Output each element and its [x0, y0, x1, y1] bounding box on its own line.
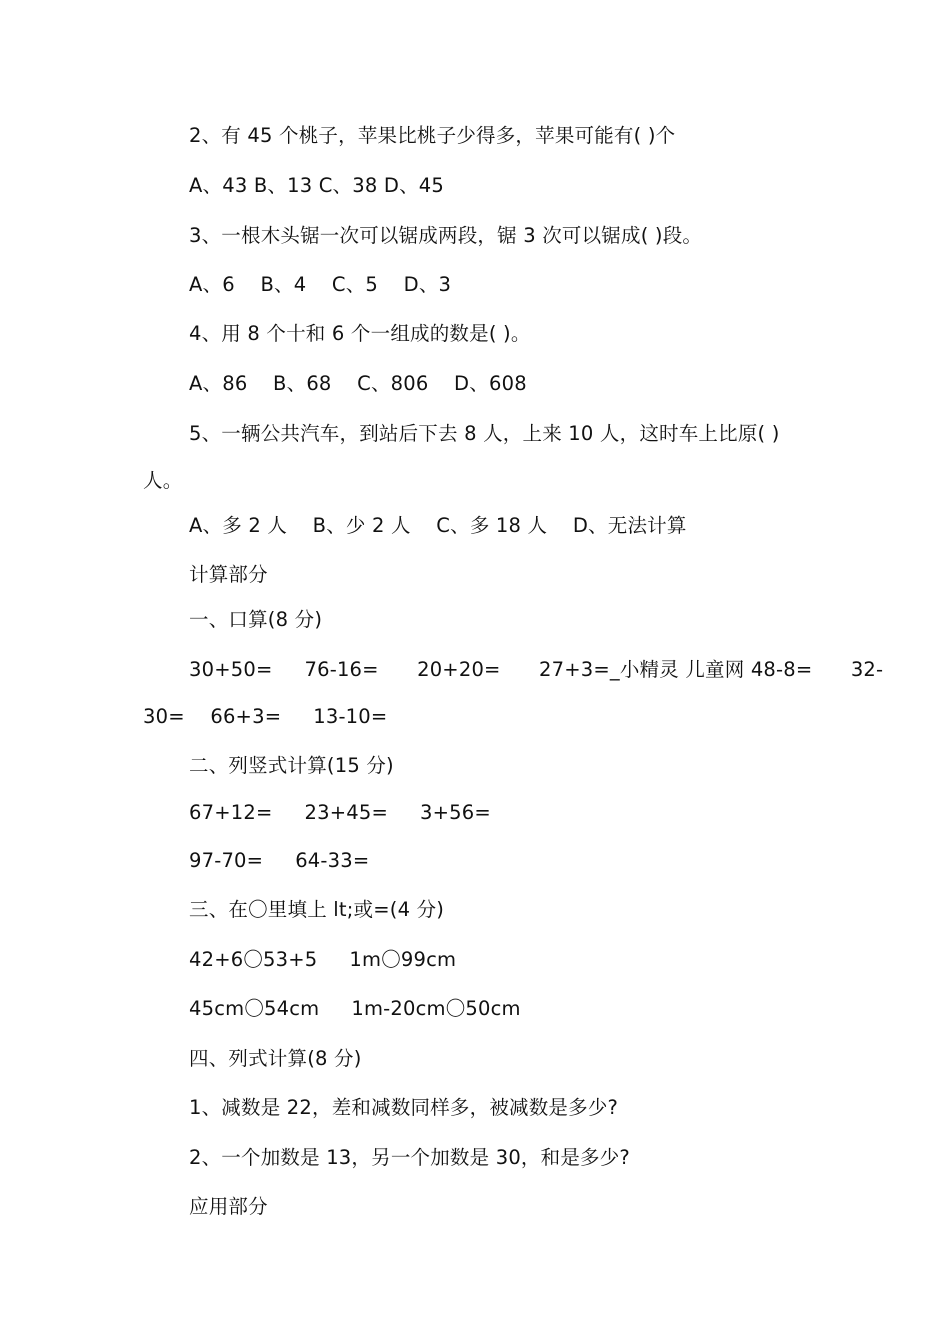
part-1-problems-continued: 30= 66+3= 13-10= — [143, 705, 388, 728]
section-heading-application: 应用部分 — [189, 1195, 268, 1218]
part-3-problems-row-2: 45cm〇54cm 1m-20cm〇50cm — [189, 997, 521, 1020]
part-2-problems-row-1: 67+12= 23+45= 3+56= — [189, 801, 491, 824]
part-4-heading: 四、列式计算(8 分) — [189, 1047, 362, 1070]
part-4-problem-1: 1、减数是 22，差和减数同样多，被减数是多少? — [189, 1096, 619, 1119]
question-4-options: A、86 B、68 C、806 D、608 — [189, 372, 527, 395]
part-1-problems: 30+50= 76-16= 20+20= 27+3=_小精灵 儿童网 48-8= 32- — [189, 658, 884, 681]
question-3-options: A、6 B、4 C、5 D、3 — [189, 273, 452, 296]
part-3-problems-row-1: 42+6〇53+5 1m〇99cm — [189, 948, 457, 971]
question-5: 5、一辆公共汽车，到站后下去 8 人，上来 10 人，这时车上比原( ) — [189, 422, 780, 445]
question-2: 2、有 45 个桃子，苹果比桃子少得多，苹果可能有( )个 — [189, 124, 676, 147]
question-3: 3、一根木头锯一次可以锯成两段，锯 3 次可以锯成( )段。 — [189, 224, 703, 247]
question-4: 4、用 8 个十和 6 个一组成的数是( )。 — [189, 322, 531, 345]
part-2-heading: 二、列竖式计算(15 分) — [189, 754, 394, 777]
part-1-heading: 一、口算(8 分) — [189, 608, 323, 631]
question-5-continued: 人。 — [143, 469, 183, 492]
question-2-options: A、43 B、13 C、38 D、45 — [189, 174, 444, 197]
question-5-options: A、多 2 人 B、少 2 人 C、多 18 人 D、无法计算 — [189, 514, 687, 537]
part-2-problems-row-2: 97-70= 64-33= — [189, 849, 370, 872]
part-3-heading: 三、在〇里填上 lt;或=(4 分) — [189, 898, 445, 921]
part-4-problem-2: 2、一个加数是 13，另一个加数是 30，和是多少? — [189, 1146, 630, 1169]
section-heading-calculation: 计算部分 — [189, 563, 268, 586]
